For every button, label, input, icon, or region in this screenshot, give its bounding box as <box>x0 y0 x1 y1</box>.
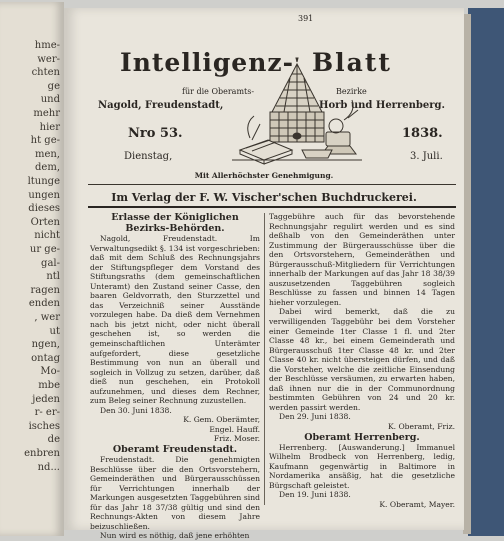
left-page-fragment: de <box>47 434 60 446</box>
left-page-fragment: ntl <box>46 271 60 283</box>
book-spine <box>468 8 504 536</box>
col-left-heading-2: Oberamt Freudenstadt. <box>112 444 238 456</box>
col-right-heading: Oberamt Herrenberg. <box>304 431 420 443</box>
col-left-signature-1: K. Gem. Oberämter, <box>183 415 260 425</box>
col-right-signature-2: K. Oberamt, Mayer. <box>379 499 455 509</box>
page-stack-edge <box>463 14 471 534</box>
left-page-fragment: isches <box>28 420 60 432</box>
rule-top <box>88 184 456 185</box>
newspaper-page <box>64 8 464 541</box>
masthead-subtitle-right: Bezirke <box>336 87 367 96</box>
col-right-dateline: Den 29. Juni 1838. <box>279 412 351 422</box>
left-page-fragment: ragen <box>30 284 60 296</box>
left-page-fragment: nicht <box>34 230 60 242</box>
left-page <box>0 2 64 536</box>
left-page-fragment: ngen, <box>31 339 60 351</box>
col-left-signature-2: Engel. Hauff. <box>209 424 260 434</box>
left-page-fragment: ut <box>49 325 60 337</box>
col-left-signature-3: Friz. Moser. <box>213 434 260 444</box>
masthead-places-right: Horb und Herrenberg. <box>319 100 445 111</box>
col-right-signature: K. Oberamt, Friz. <box>387 422 455 432</box>
left-page-fragment: nd... <box>37 461 60 473</box>
issue-number: Nro 53. <box>128 126 183 141</box>
left-page-fragment: mehr <box>33 108 60 119</box>
left-page-fragment: gal- <box>41 257 60 269</box>
col-left-para-1: Nagold, Freudenstadt. Im Verwaltungsedikt §. 134 ist vorgeschrieben: daß mit dem Schluß des Rechnungsjahrs der Stiftungspfleger dem Vorstand des Stiftungsraths (dem gemeinschaftlichen Unteramt) den Zustand seiner Casse, den baaren Geldvorrath, den Sturzzettel und das Verzeichniß seiner Ausstände vorzulegen habe. Da dieß dem Vernehmen nach bis jetzt nicht, oder nicht überall geschehen ist, so werden die gemeinschaftlichen Unterämter aufgefordert, diese gesetzliche Bestimmung von nun an überall und sogleich in Vollzug zu setzen, darüber, daß dieß nun geschehen, ein Protokoll aufzunehmen, und dieses dem Rechner, zum Beleg seiner Rechnung zuzustellen. <box>90 234 260 406</box>
col-right-dateline-2: Den 19. Juni 1838. <box>279 490 351 500</box>
left-page-fragment: jeden <box>32 393 60 405</box>
masthead-title-right: Blatt <box>312 48 392 77</box>
col-right-para-1: Taggebühre auch für das bevorstehende Rechnungsjahr regulirt werden und es sind deßhalb von den Gemeinderäthen unter Zustimmung der Bürgerausschüsse über die den Ortsvorstehern, Gemeinderäthen und Bürgerausschuß-Mitgliedern für Verrichtungen innerhalb der Markungen auf das Jahr 18 38/39 auszusetzenden Taggebühren sogleich Beschlüsse zu fassen und binnen 14 Tagen hieher vorzulegen. <box>269 212 455 307</box>
page-number: 391 <box>298 14 314 23</box>
left-page-fragment: enbren <box>24 448 60 459</box>
left-page-fragment: men, <box>34 148 60 160</box>
left-page-fragment: Mo- <box>40 366 60 378</box>
left-page-fragment: hier <box>39 121 60 133</box>
left-page-fragment: r- er- <box>34 407 60 419</box>
left-page-fragment: ht ge- <box>30 135 60 147</box>
column-divider <box>264 213 265 505</box>
masthead-title-left: Intelligenz- <box>120 48 294 77</box>
left-page-fragment: chten <box>31 67 60 79</box>
col-left-heading: Erlasse der Königlichen Bezirks-Behörden. <box>111 212 239 234</box>
masthead-subtitle-left: für die Oberamts- <box>182 87 255 96</box>
col-left-dateline: Den 30. Juni 1838. <box>100 405 172 415</box>
left-page-fragment: ontag <box>31 352 60 364</box>
masthead-places-left: Nagold, Freudenstadt, <box>98 100 224 111</box>
masthead-vignette-icon <box>232 54 362 166</box>
col-left-para-3: Nun wird es nöthig, daß jene erhöhten <box>100 531 250 541</box>
issue-date: 3. Juli. <box>410 151 443 162</box>
left-page-fragment: mbe <box>38 380 60 391</box>
issue-weekday: Dienstag, <box>124 151 173 162</box>
left-page-fragment: dieses <box>28 203 60 215</box>
left-page-fragment: Orten <box>30 216 60 228</box>
left-page-fragment: dem, <box>35 162 60 174</box>
col-left-para-2: Freudenstadt. Die genehmigten Beschlüsse über die den Ortsvorstehern, Gemeinderäthen und Bürgerausschüssen für Verrichtungen innerhalb der Markungen ausgesetzten Taggebühren sind für das Jahr 18 37/38 gültig und sind den Rechnungs-Akten von diesem Jahre beizuschließen. <box>90 455 260 531</box>
left-page-fragment: ge <box>47 80 60 92</box>
column-left <box>90 212 260 541</box>
left-page-fragment: , wer <box>34 312 60 323</box>
issue-year: 1838. <box>402 126 443 141</box>
left-page-fragment: wer- <box>37 53 60 65</box>
approval-line: Mit Allerhöchster Genehmigung. <box>194 171 334 180</box>
col-right-para-2: Dabei wird bemerkt, daß die zu verwilligenden Taggebühr bei dem Vorsteher einer Gemeinde 1ter Classe 1 fl. und 2ter Classe 48 kr., bei einem Gemeinderath und Bürgerausschuß 1ter Classe 48 kr. und 2ter Classe 40 kr. nicht übersteigen dürfen, und daß die Vorsteher, welche die zeitliche Einsendung der Beschlüsse versäumen, zu erwarten haben, daß ihnen nur die in der Communordnung bestimmten Gebühren von 24 und 20 kr. werden passirt werden. <box>269 307 455 412</box>
publisher-line: Im Verlag der F. W. Vischer'schen Buchdruckerei. <box>111 191 417 204</box>
rule-bottom <box>88 206 456 208</box>
left-page-fragment: hme- <box>34 40 60 51</box>
left-page-fragment: ur ge- <box>29 244 60 255</box>
col-right-para-3: Herrenberg. [Auswanderung.] Immanuel Wilhelm Brodbeck von Herrenberg, ledig, Kaufmann gegenwärtig in Baltimore in Nordamerika ansäßig, hat die gesetzliche Bürgschaft geleistet. <box>269 442 455 490</box>
left-page-fragment: und <box>40 94 60 106</box>
left-page-fragment: ungen <box>28 189 60 201</box>
column-right <box>269 212 455 509</box>
left-page-fragment: ltunge <box>27 176 60 187</box>
left-page-fragment: enden <box>28 298 60 310</box>
